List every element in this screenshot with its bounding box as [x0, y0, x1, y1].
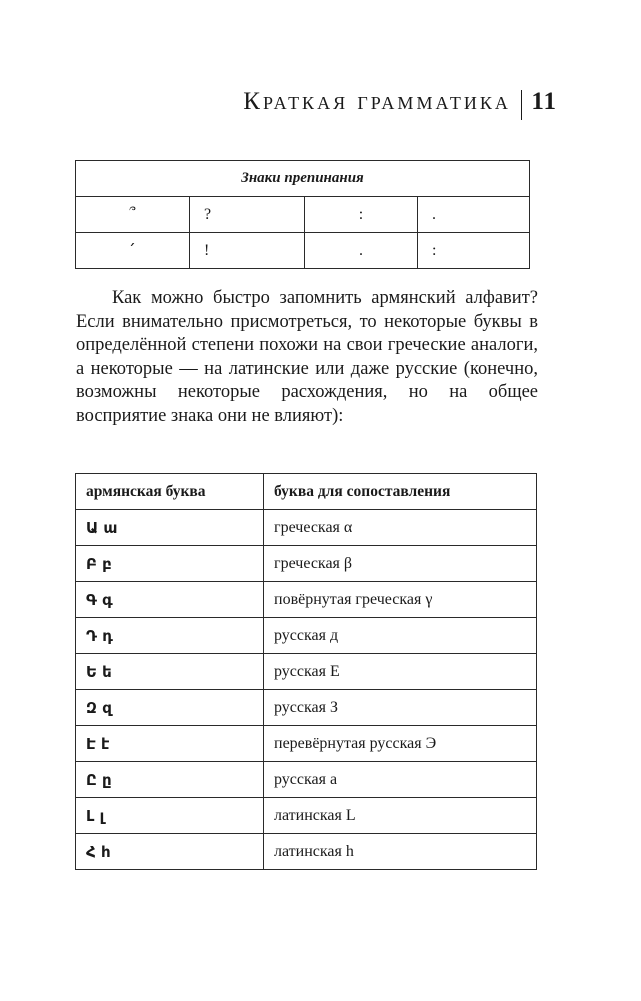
armenian-letter-cell: Ե ե [76, 654, 264, 690]
comparison-cell: латинская h [264, 834, 537, 870]
armenian-letter-cell: Ը ը [76, 762, 264, 798]
punctuation-cell: ՞ [76, 197, 190, 233]
page-number: 11 [531, 88, 557, 115]
armenian-letter-cell: Զ զ [76, 690, 264, 726]
comparison-cell: русская З [264, 690, 537, 726]
table-row [76, 834, 537, 870]
running-header [243, 88, 557, 118]
punctuation-table-title: Знаки препинания [76, 161, 530, 197]
table-row [76, 690, 537, 726]
comparison-cell: русская д [264, 618, 537, 654]
column-header-armenian: армянская буква [76, 474, 264, 510]
comparison-cell: латинская L [264, 798, 537, 834]
table-row [76, 618, 537, 654]
table-row [76, 798, 537, 834]
comparison-cell: греческая α [264, 510, 537, 546]
punctuation-cell: ՛ [76, 233, 190, 269]
punctuation-cell: ! [190, 233, 305, 269]
table-row [76, 582, 537, 618]
armenian-letter-cell: Դ դ [76, 618, 264, 654]
armenian-letter-cell: Ա ա [76, 510, 264, 546]
letter-comparison-table [75, 473, 537, 870]
punctuation-cell: : [418, 233, 530, 269]
body-paragraph: Как можно быстро запомнить армянский алфавит? Если внимательно присмотреться, то некоторые буквы в определённой степени похожи на свои греческие аналоги, а некоторые — на латинские или даже русские (конечно, возможны некоторые расхождения, но на общее восприятие знака они не влияют): [76, 288, 538, 426]
punctuation-table [75, 160, 530, 269]
comparison-cell: русская а [264, 762, 537, 798]
armenian-letter-cell: Գ գ [76, 582, 264, 618]
punctuation-cell: . [305, 233, 418, 269]
punctuation-table-title-row [76, 161, 530, 197]
column-header-comparison: буква для сопоставления [264, 474, 537, 510]
armenian-letter-cell: Հ հ [76, 834, 264, 870]
comparison-cell: греческая β [264, 546, 537, 582]
comparison-cell: перевёрнутая русская Э [264, 726, 537, 762]
header-divider [521, 90, 523, 120]
chapter-title: Краткая грамматика [243, 88, 511, 115]
armenian-letter-cell: Բ բ [76, 546, 264, 582]
punctuation-row [76, 197, 530, 233]
table-row [76, 762, 537, 798]
armenian-letter-cell: Է է [76, 726, 264, 762]
armenian-letter-cell: Լ լ [76, 798, 264, 834]
table-row [76, 726, 537, 762]
comparison-cell: русская Е [264, 654, 537, 690]
table-row [76, 546, 537, 582]
table-row [76, 510, 537, 546]
punctuation-cell: : [305, 197, 418, 233]
punctuation-row [76, 233, 530, 269]
table-header-row [76, 474, 537, 510]
punctuation-cell: ? [190, 197, 305, 233]
table-row [76, 654, 537, 690]
punctuation-cell: . [418, 197, 530, 233]
comparison-cell: повёрнутая греческая γ [264, 582, 537, 618]
